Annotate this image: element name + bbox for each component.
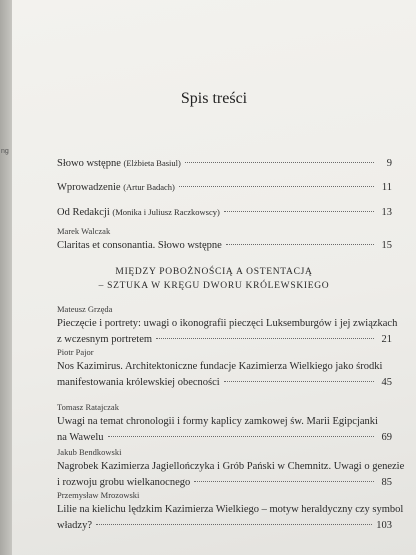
entry-editor: (Artur Badach) — [123, 182, 175, 192]
toc-entry — [57, 204, 392, 221]
entry-author: Marek Walczak — [57, 226, 111, 236]
page-number: 69 — [381, 432, 392, 443]
section-heading — [12, 265, 416, 293]
toc-article — [57, 401, 392, 446]
article-title-line2: na Wawelu — [57, 432, 104, 443]
dot-leader — [185, 162, 374, 163]
article-title-line2: z wczesnym portretem — [57, 334, 153, 345]
article-title-line1: Nagrobek Kazimierza Jagiellończyka i Grób Pański w Chemnitz. Uwagi o genezie — [57, 461, 405, 472]
toc-article — [57, 303, 398, 348]
article-title-line1: Uwagi na temat chronologii i formy kaplicy zamkowej św. Marii Egipcjanki — [57, 416, 378, 427]
dot-leader — [156, 338, 374, 339]
book-page — [12, 0, 416, 555]
dot-leader — [108, 436, 375, 437]
page-number: 21 — [381, 334, 392, 345]
article-title-line1: Nos Kazimirus. Architektoniczne fundacje Kazimierza Wielkiego jako środki — [57, 361, 383, 372]
page-number: 15 — [381, 240, 392, 251]
article-title-line1: Lilie na kielichu lędzkim Kazimierza Wielkiego – motyw heraldyczny czy symbol — [57, 504, 404, 515]
adjacent-page-edge — [0, 0, 12, 555]
dot-leader — [226, 244, 374, 245]
section-heading-line2: – SZTUKA W KRĘGU DWORU KRÓLEWSKIEGO — [98, 281, 330, 291]
dot-leader — [224, 211, 374, 212]
margin-mark: ng — [1, 148, 9, 155]
toc-entry — [57, 225, 392, 254]
entry-title: Od Redakcji — [57, 207, 110, 218]
dot-leader — [179, 186, 374, 187]
page-number: 9 — [386, 158, 392, 169]
dot-leader — [194, 481, 374, 482]
toc-entry — [57, 179, 392, 196]
entry-title: Wprowadzenie — [57, 182, 121, 193]
toc-article — [57, 489, 404, 534]
article-title-line1: Pieczęcie i portrety: uwagi o ikonografii pieczęci Luksemburgów i jej związkach — [57, 318, 398, 329]
page-title: Spis treści — [180, 90, 248, 107]
section-heading-line1: MIĘDZY POBOŻNOŚCIĄ A OSTENTACJĄ — [115, 267, 313, 277]
article-title-line2: i rozwoju grobu wielkanocnego — [57, 477, 191, 488]
entry-title: Słowo wstępne — [57, 158, 121, 169]
page-number: 103 — [376, 520, 392, 531]
page-number: 13 — [381, 207, 392, 218]
entry-editor: (Monika i Juliusz Raczkowscy) — [112, 207, 220, 217]
article-title-line2: manifestowania królewskiej obecności — [57, 377, 220, 388]
page-number: 45 — [381, 377, 392, 388]
page-number: 11 — [381, 182, 392, 193]
page-number: 85 — [381, 477, 392, 488]
dot-leader — [224, 381, 374, 382]
toc-entry — [57, 155, 392, 172]
toc-article — [57, 346, 392, 391]
article-author: Piotr Pajor — [57, 347, 94, 357]
entry-title: Claritas et consonantia. Słowo wstępne — [57, 240, 222, 251]
article-title-line2: władzy? — [57, 520, 92, 531]
article-author: Przemysław Mrozowski — [57, 490, 140, 500]
entry-editor: (Elżbieta Basiul) — [123, 158, 181, 168]
article-author: Jakub Bendkowski — [57, 447, 122, 457]
toc-article — [57, 446, 405, 491]
dot-leader — [96, 524, 372, 525]
article-author: Tomasz Ratajczak — [57, 402, 119, 412]
article-author: Mateusz Grzęda — [57, 304, 113, 314]
